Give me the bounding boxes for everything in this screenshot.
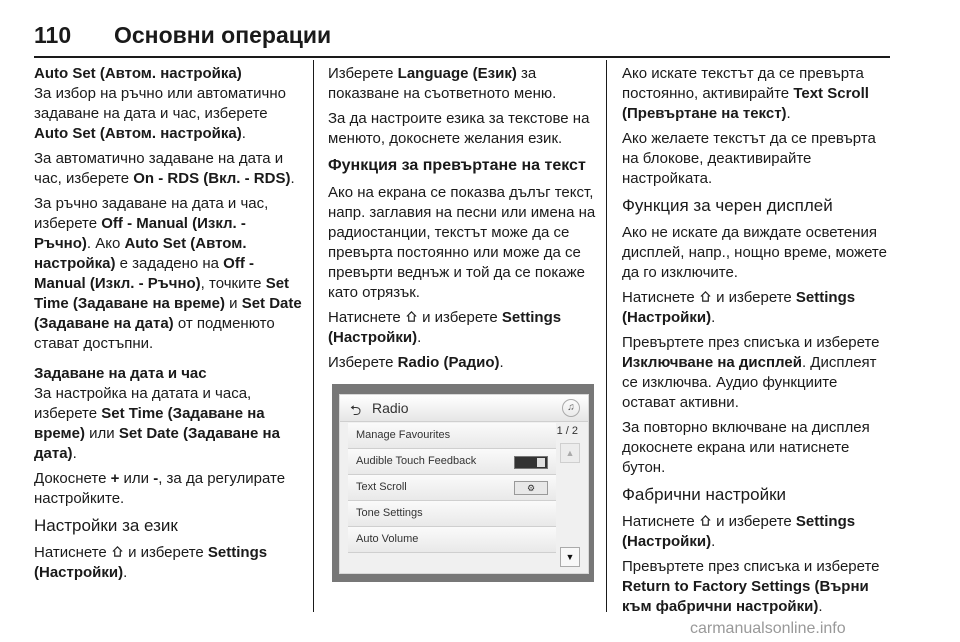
- column-2: [328, 64, 596, 378]
- factory-heading: Фабрични настройки: [622, 485, 786, 504]
- paragraph: Натиснете и изберете Settings (Настройки).: [328, 309, 562, 346]
- list-item[interactable]: Tone Settings: [348, 501, 556, 527]
- list-item[interactable]: Auto Volume: [348, 527, 556, 553]
- list-item[interactable]: Manage Favourites: [348, 423, 556, 449]
- paragraph: Ако искате текстът да се превърта постоянно, активирайте Text Scroll (Превъртане на текст).: [622, 65, 869, 122]
- paragraph: Натиснете и изберете Settings (Настройки).: [622, 513, 856, 550]
- settings-list: [348, 423, 556, 553]
- paragraph: Превъртете през списъка и изберете Изключване на дисплей. Дисплеят се изключва. Аудио функциите остават активни.: [622, 334, 880, 411]
- paragraph: Докоснете + или -, за да регулирате настройките.: [34, 470, 286, 507]
- text-scroll-button[interactable]: ⚙: [514, 481, 548, 495]
- language-heading: Настройки за език: [34, 516, 178, 535]
- datetime-heading: Задаване на дата и час: [34, 365, 207, 382]
- home-icon: [699, 514, 712, 527]
- paragraph: За автоматично задаване на дата и час, изберете On - RDS (Вкл. - RDS).: [34, 150, 295, 187]
- paragraph: Ако желаете текстът да се превърта на блокове, деактивирайте настройката.: [622, 130, 876, 187]
- paragraph: Натиснете и изберете Settings (Настройки).: [34, 544, 268, 581]
- home-icon: [111, 545, 124, 558]
- back-icon[interactable]: ⮌: [350, 402, 362, 418]
- paragraph: Изберете Language (Език) за показване на съответното меню.: [328, 65, 557, 102]
- header-rule: [34, 56, 890, 58]
- list-item[interactable]: Audible Touch Feedback: [348, 449, 556, 475]
- scroll-up-button[interactable]: ▲: [560, 443, 580, 463]
- home-icon: [405, 310, 418, 323]
- radio-screen: [339, 394, 589, 574]
- paragraph: За повторно включване на дисплея докоснете екрана или натиснете бутон.: [622, 419, 870, 476]
- column-divider: [313, 60, 314, 612]
- radio-screen-figure: [332, 384, 594, 582]
- scroll-down-button[interactable]: ▼: [560, 547, 580, 567]
- paragraph: Изберете Radio (Радио).: [328, 354, 504, 371]
- screen-header: [340, 395, 588, 422]
- black-display-heading: Функция за черен дисплей: [622, 196, 833, 215]
- column-3: [622, 64, 892, 622]
- page-indicator: 1 / 2: [556, 425, 578, 437]
- music-icon[interactable]: ♫: [562, 399, 580, 417]
- column-divider: [606, 60, 607, 612]
- page-header: [34, 22, 894, 52]
- paragraph: Ако не искате да виждате осветения дисплей, напр., нощно време, можете да го изключите.: [622, 224, 887, 281]
- page-title: Основни операции: [114, 22, 332, 48]
- paragraph: Натиснете и изберете Settings (Настройки).: [622, 289, 856, 326]
- home-icon: [699, 290, 712, 303]
- paragraph: За избор на ръчно или автоматично задаване на дата и час, изберете Auto Set (Автом. настройка).: [34, 85, 286, 142]
- watermark: carmanualsonline.info: [690, 620, 846, 637]
- screen-title: Radio: [372, 400, 409, 416]
- auto-set-heading: Auto Set (Автом. настройка): [34, 65, 242, 82]
- list-item[interactable]: Text Scroll ⚙: [348, 475, 556, 501]
- paragraph: За ръчно задаване на дата и час, изберете Off - Manual (Изкл. - Ръчно). Ако Auto Set (Автом. настройка) е зададено на Off - Manual (Изкл. - Ръчно), точките Set Time (Задаване на време) и Set Date (Задаване на дата) от подменюто стават достъпни.: [34, 195, 302, 352]
- paragraph: Ако на екрана се показва дълъг текст, напр. заглавия на песни или имена на радиостанции, текстът може да се превърта постоянно или може да се превърти веднъж и той да се покаже като отрязък.: [328, 184, 596, 301]
- page-number: 110: [34, 22, 72, 48]
- paragraph: За да настроите езика за текстове на менюто, докоснете желания език.: [328, 110, 590, 147]
- column-1: [34, 64, 302, 588]
- toggle-switch[interactable]: [514, 456, 548, 469]
- paragraph: Превъртете през списъка и изберете Return to Factory Settings (Върни към фабрични настройки).: [622, 558, 880, 615]
- paragraph: За настройка на датата и часа, изберете Set Time (Задаване на време) или Set Date (Задаване на дата).: [34, 385, 280, 462]
- text-scroll-heading: Функция за превъртане на текст: [328, 157, 586, 174]
